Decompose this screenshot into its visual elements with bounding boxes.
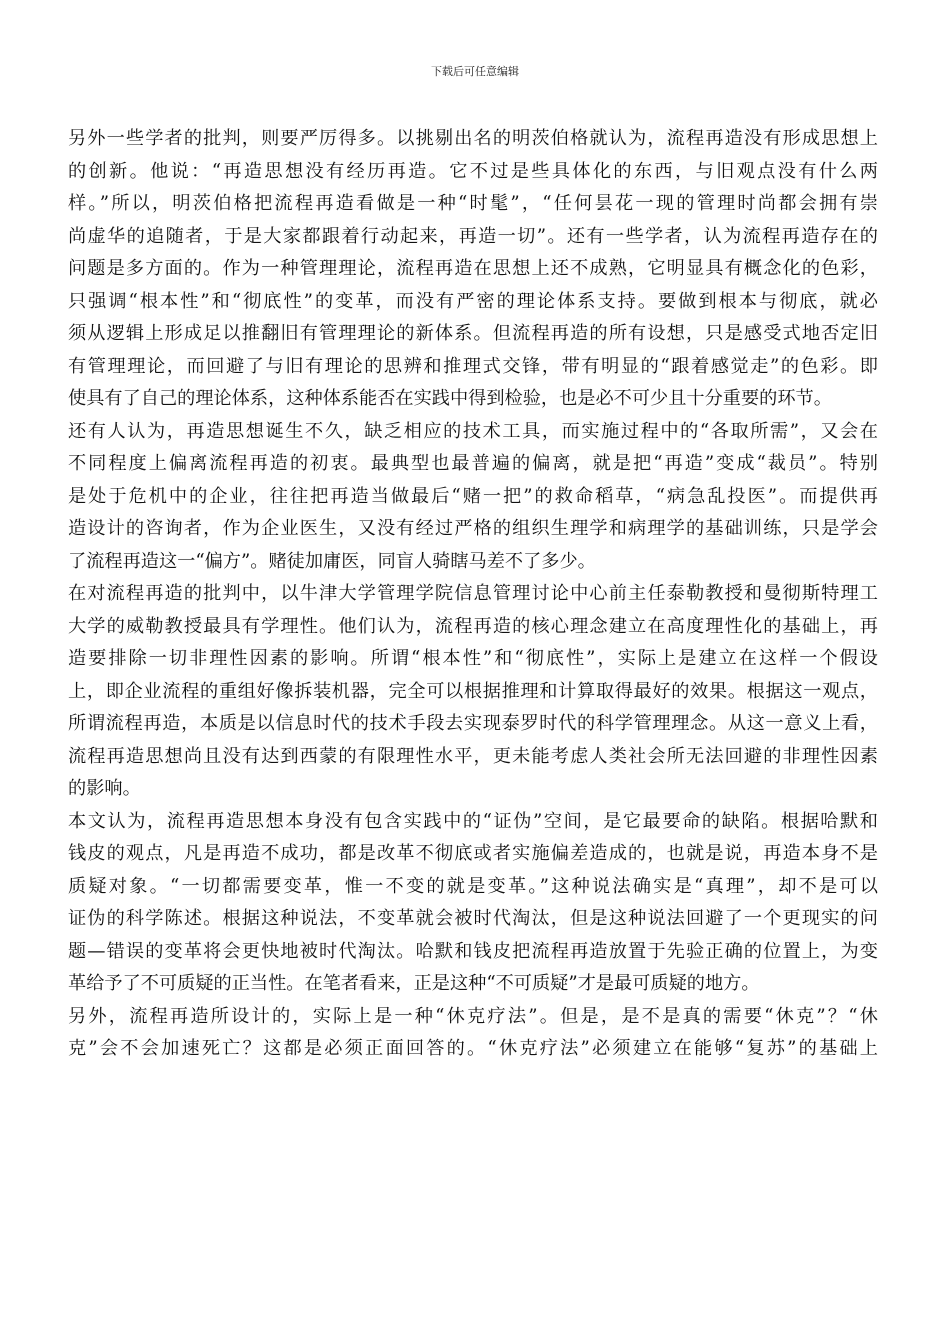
text-line: 造要排除一切非理性因素的影响。所谓“根本性”和“彻底性”，实际上是建立在这样一个假设 bbox=[68, 648, 878, 669]
text-line: 造设计的咨询者，作为企业医生，又没有经过严格的组织生理学和病理学的基础训练，只是学会 bbox=[68, 518, 878, 539]
text-line: 不同程度上偏离流程再造的初衷。最典型也最普遍的偏离，就是把“再造”变成“裁员”。特别 bbox=[68, 453, 878, 474]
text-line: 在对流程再造的批判中，以牛津大学管理学院信息管理讨论中心前主任泰勒教授和曼彻斯特理工 bbox=[68, 583, 878, 604]
text-line: 克”会不会加速死亡？这都是必须正面回答的。“休克疗法”必须建立在能够“复苏”的基础上 bbox=[68, 1038, 878, 1059]
text-line: 使具有了自己的理论体系，这种体系能否在实践中得到检验，也是必不可少且十分重要的环节。 bbox=[68, 388, 832, 409]
text-line: 只强调“根本性”和“彻底性”的变革，而没有严密的理论体系支持。要做到根本与彻底，就必 bbox=[68, 290, 878, 312]
text-line: 流程再造思想尚且没有达到西蒙的有限理性水平，更未能考虑人类社会所无法回避的非理性因素 bbox=[68, 745, 878, 767]
text-line: 还有人认为，再造思想诞生不久，缺乏相应的技术工具，而实施过程中的“各取所需”，又会在 bbox=[68, 420, 878, 442]
text-line: 的创新。他说：“再造思想没有经历再造。它不过是些具体化的东西，与旧观点没有什么两 bbox=[68, 160, 878, 182]
text-line: 证伪的科学陈述。根据这种说法，不变革就会被时代淘汰，但是这种说法回避了一个更现实的问 bbox=[68, 908, 878, 929]
text-line: 质疑对象。“一切都需要变革，惟一不变的就是变革。”这种说法确实是“真理”，却不是可以 bbox=[68, 875, 878, 897]
text-line: 革给予了不可质疑的正当性。在笔者看来，正是这种“不可质疑”才是最可质疑的地方。 bbox=[68, 973, 760, 994]
text-line: 的影响。 bbox=[68, 778, 141, 799]
text-line: 尚虚华的追随者，于是大家都跟着行动起来，再造一切”。还有一些学者，认为流程再造存在的 bbox=[68, 225, 878, 247]
text-line: 样。”所以，明茨伯格把流程再造看做是一种“时髦”，“任何昙花一现的管理时尚都会拥有崇 bbox=[68, 193, 878, 214]
text-line: 本文认为，流程再造思想本身没有包含实践中的“证伪”空间，是它最要命的缺陷。根据哈默和 bbox=[68, 810, 878, 832]
text-line: 大学的威勒教授最具有学理性。他们认为，流程再造的核心理念建立在高度理性化的基础上，再 bbox=[68, 615, 878, 637]
text-line: 题—错误的变革将会更快地被时代淘汰。哈默和钱皮把流程再造放置于先验正确的位置上，为变 bbox=[68, 940, 878, 962]
body-text bbox=[68, 123, 878, 1066]
text-line: 钱皮的观点，凡是再造不成功，都是改革不彻底或者实施偏差造成的，也就是说，再造本身不是 bbox=[68, 843, 878, 864]
text-line: 另外，流程再造所设计的，实际上是一种“休克疗法”。但是，是不是真的需要“休克”？“休 bbox=[68, 1005, 878, 1027]
text-line: 是处于危机中的企业，往往把再造当做最后“赌一把”的救命稻草，“病急乱投医”。而提供再 bbox=[68, 485, 878, 507]
text-line: 上，即企业流程的重组好像拆装机器，完全可以根据推理和计算取得最好的效果。根据这一观点， bbox=[68, 680, 878, 702]
text-line: 了流程再造这一“偏方”。赌徒加庸医，同盲人骑瞎马差不了多少。 bbox=[68, 550, 596, 572]
text-line: 须从逻辑上形成足以推翻旧有管理理论的新体系。但流程再造的所有设想，只是感受式地否定旧 bbox=[68, 323, 878, 344]
text-line: 有管理理论，而回避了与旧有理论的思辨和推理式交锋，带有明显的“跟着感觉走”的色彩。即 bbox=[68, 355, 878, 377]
page-header: 下载后可任意编辑 bbox=[431, 65, 519, 78]
text-line: 另外一些学者的批判，则要严厉得多。以挑剔出名的明茨伯格就认为，流程再造没有形成思想上 bbox=[68, 128, 878, 149]
text-line: 问题是多方面的。作为一种管理理论，流程再造在思想上还不成熟，它明显具有概念化的色彩， bbox=[68, 258, 878, 279]
text-line: 所谓流程再造，本质是以信息时代的技术手段去实现泰罗时代的科学管理理念。从这一意义上看， bbox=[68, 713, 878, 734]
